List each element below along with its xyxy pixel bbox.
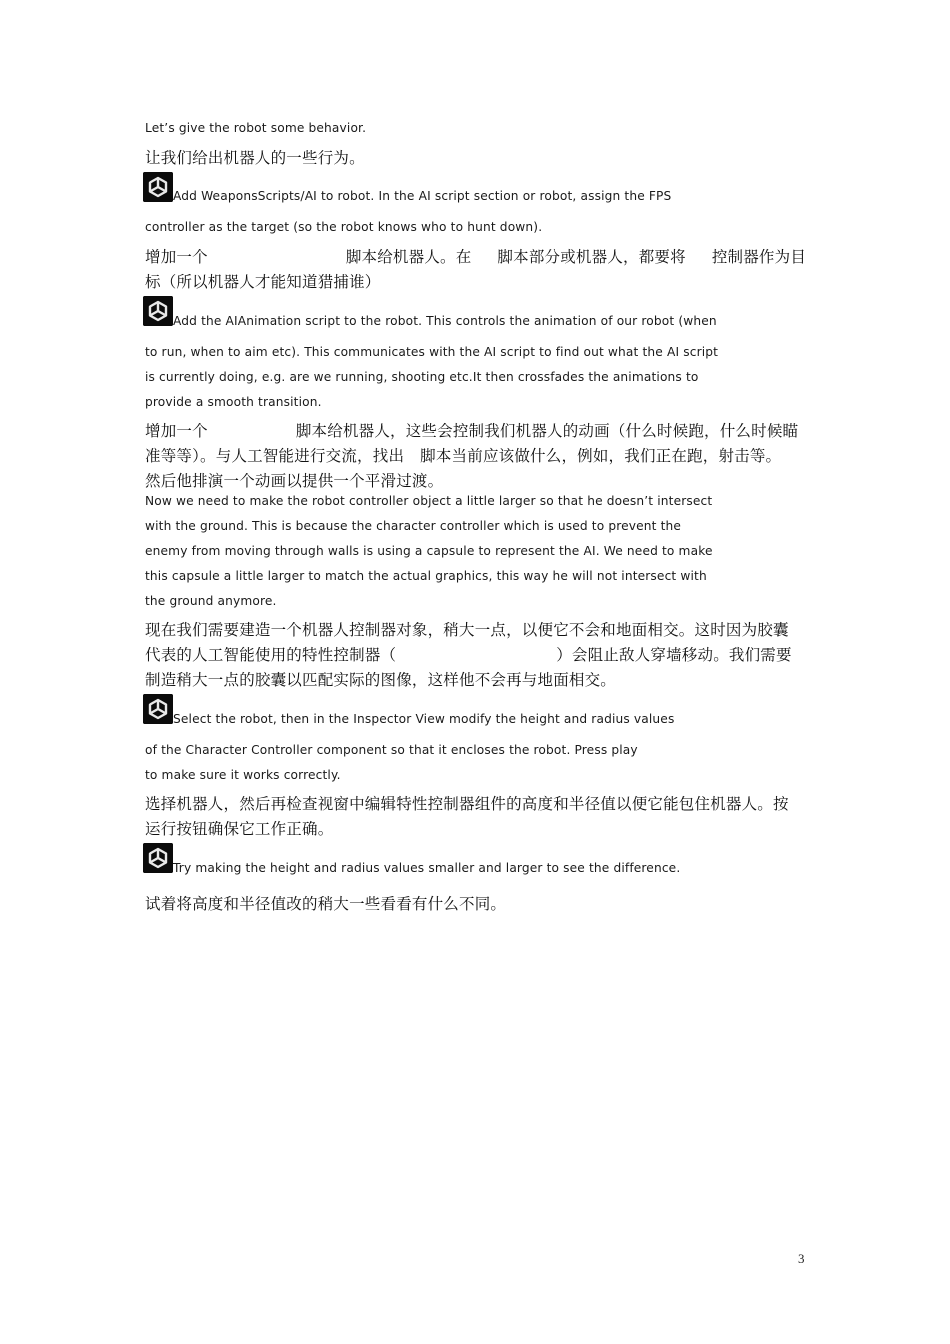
step4-zh-line2: 运行按钮确保它工作正确。 xyxy=(145,820,334,838)
step5-en-line1: Try making the height and radius values smaller and larger to see the difference. xyxy=(173,861,681,875)
step1-zh-seg-b: 脚本给机器人。在 xyxy=(345,248,472,266)
step4-en-line3: to make sure it works correctly. xyxy=(145,768,341,782)
para3-zh-seg-a: 代表的人工智能使用的特性控制器（ xyxy=(145,646,397,664)
step1-zh-line1 xyxy=(145,245,806,267)
para3-zh-seg-b: ）会阻止敌人穿墙移动。我们需要 xyxy=(556,646,792,664)
para3-en-line5: the ground anymore. xyxy=(145,594,277,608)
step2-zh-seg-a: 增加一个 xyxy=(145,422,208,440)
step1-zh-seg-c: 脚本部分或机器人，都要将 xyxy=(497,248,686,266)
intro-en: Let’s give the robot some behavior. xyxy=(145,121,367,135)
step4-en-line2: of the Character Controller component so that it encloses the robot. Press play xyxy=(145,743,638,757)
step4-en-line1: Select the robot, then in the Inspector View modify the height and radius values xyxy=(173,712,675,726)
step2-en-line4: provide a smooth transition. xyxy=(145,395,322,409)
step1-zh-seg-d: 控制器作为目 xyxy=(711,248,807,266)
step2-zh-seg-b2: 脚本当前应该做什么，例如，我们正在跑，射击等。 xyxy=(420,447,782,465)
para3-zh-line1: 现在我们需要建造一个机器人控制器对象，稍大一点，以便它不会和地面相交。这时因为胶囊 xyxy=(145,621,789,639)
step2-zh-seg-a2: 准等等）。与人工智能进行交流，找出 xyxy=(145,447,405,465)
step2-zh-seg-b: 脚本给机器人，这些会控制我们机器人的动画（什么时候跑，什么时候瞄 xyxy=(295,422,799,440)
step4-zh-line1: 选择机器人，然后再检查视窗中编辑特性控制器组件的高度和半径值以便它能包住机器人。按 xyxy=(145,795,789,813)
para3-en-line2: with the ground. This is because the character controller which is used to prevent the xyxy=(145,519,682,533)
step2-en-line2: to run, when to aim etc). This communicates with the AI script to find out what the AI script xyxy=(145,345,719,359)
para3-en-line1: Now we need to make the robot controller object a little larger so that he doesn’t intersect xyxy=(145,494,713,508)
intro-zh: 让我们给出机器人的一些行为。 xyxy=(145,149,365,167)
para3-en-line3: enemy from moving through walls is using a capsule to represent the AI. We need to make xyxy=(145,544,713,558)
unity-logo-icon xyxy=(143,172,173,202)
step1-zh-seg-a: 增加一个 xyxy=(145,248,208,266)
para3-en-line4: this capsule a little larger to match the actual graphics, this way he will not intersect with xyxy=(145,569,707,583)
unity-logo-icon xyxy=(143,843,173,873)
step1-en-line2: controller as the target (so the robot knows who to hunt down). xyxy=(145,220,543,234)
step2-zh-line1 xyxy=(145,419,798,441)
para3-zh-line3: 制造稍大一点的胶囊以匹配实际的图像，这样他不会再与地面相交。 xyxy=(145,671,617,689)
para3-zh-line2 xyxy=(145,643,792,665)
step2-zh-line3: 然后他排演一个动画以提供一个平滑过渡。 xyxy=(145,472,444,490)
step2-zh-line2 xyxy=(145,444,781,466)
step2-en-line1: Add the AIAnimation script to the robot. This controls the animation of our robot (when xyxy=(173,314,717,328)
unity-logo-icon xyxy=(143,694,173,724)
step2-en-line3: is currently doing, e.g. are we running, shooting etc.It then crossfades the animations to xyxy=(145,370,699,384)
step1-zh-line2: 标（所以机器人才能知道猎捕谁） xyxy=(145,273,381,291)
step1-en-line1: Add WeaponsScripts/AI to robot. In the AI script section or robot, assign the FPS xyxy=(173,189,672,203)
step5-zh-line1: 试着将高度和半径值改的稍大一些看看有什么不同。 xyxy=(145,895,507,913)
page-number: 3 xyxy=(798,1251,805,1266)
unity-logo-icon xyxy=(143,296,173,326)
